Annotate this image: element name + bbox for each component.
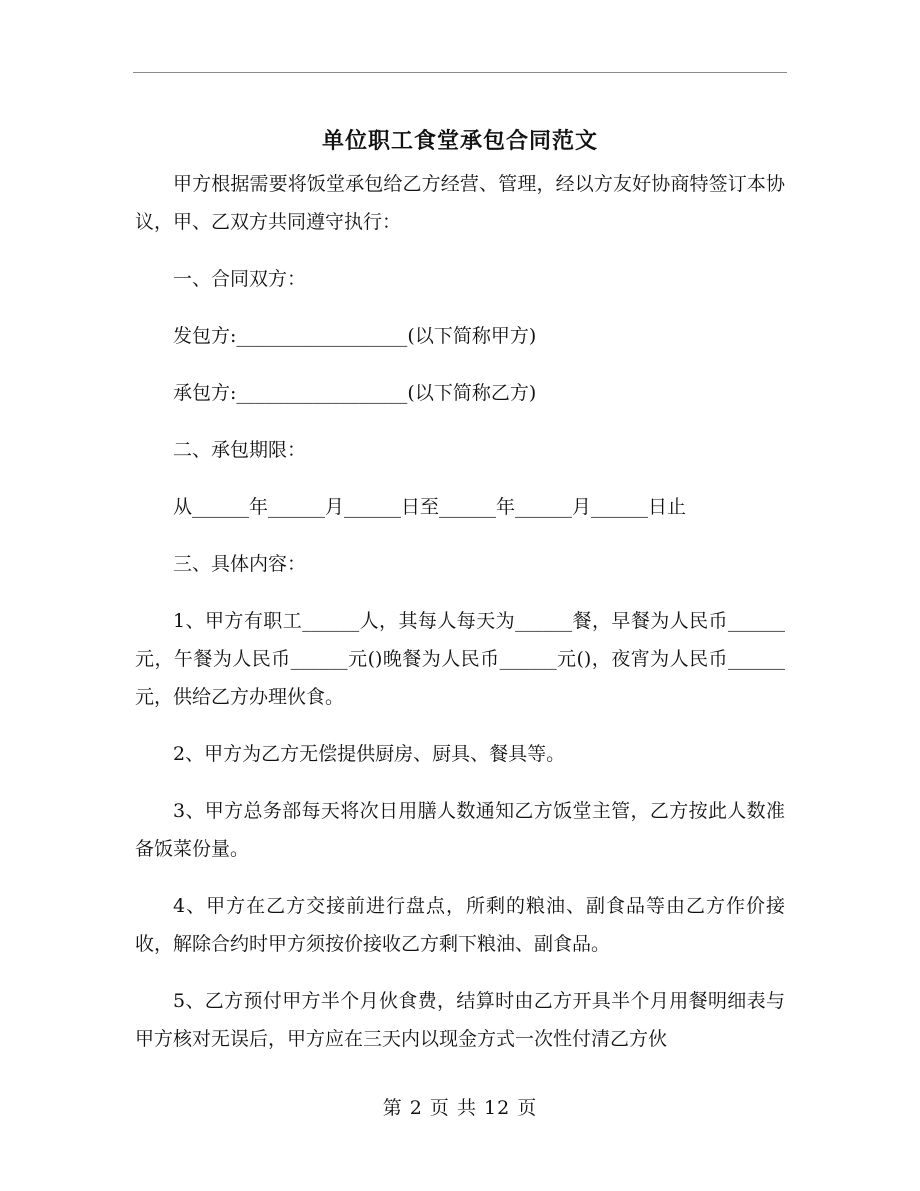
paragraph-issuer: 发包方:__________________(以下简称甲方) [173, 325, 537, 347]
section-heading-parties: 一、合同双方： [173, 268, 307, 290]
page-number-footer: 第 2 页 共 12 页 [382, 1097, 538, 1119]
section-heading-content: 三、具体内容： [173, 553, 307, 575]
clause-2: 2、甲方为乙方无偿提供厨房、厨具、餐具等。 [173, 743, 566, 765]
paragraph-contractor: 承包方:__________________(以下简称乙方) [173, 382, 537, 404]
paragraph-intro: 甲方根据需要将饭堂承包给乙方经营、管理，经以方友好协商特签订本协议，甲、乙双方共同遵守执行： [135, 173, 785, 233]
paragraph-term-dates: 从______年______月______日至______年______月______日止 [173, 496, 687, 518]
clause-3: 3、甲方总务部每天将次日用膳人数通知乙方饭堂主管，乙方按此人数准备饭菜份量。 [135, 800, 785, 860]
clause-5: 5、乙方预付甲方半个月伙食费，结算时由乙方开具半个月用餐明细表与甲方核对无误后，甲方应在三天内以现金方式一次性付清乙方伙 [135, 990, 785, 1050]
clause-4: 4、甲方在乙方交接前进行盘点，所剩的粮油、副食品等由乙方作价接收，解除合约时甲方须按价接收乙方剩下粮油、副食品。 [135, 895, 785, 955]
section-heading-term: 二、承包期限： [173, 439, 307, 461]
header-rule [133, 72, 787, 73]
document-title: 单位职工食堂承包合同范文 [321, 127, 598, 154]
document-body [135, 165, 785, 1077]
clause-1: 1、甲方有职工______人，其每人每天为______餐，早餐为人民币______元，午餐为人民币______元()晚餐为人民币______元()，夜宵为人民币______元，供给乙方办理伙食。 [135, 610, 785, 708]
